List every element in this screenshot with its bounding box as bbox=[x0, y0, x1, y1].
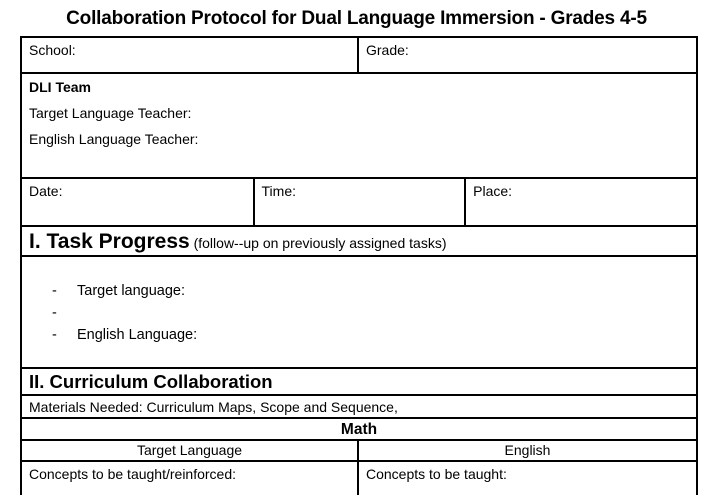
task-progress-notes-cell[interactable] bbox=[22, 257, 696, 367]
curriculum-heading-cell bbox=[22, 369, 696, 394]
bullet-dash: - bbox=[52, 283, 57, 299]
task-progress-heading-cell bbox=[22, 227, 696, 255]
section1-note: (follow--up on previously assigned tasks) bbox=[193, 235, 447, 251]
target-language-column-header: Target Language bbox=[22, 441, 359, 460]
bullet-dash: - bbox=[52, 327, 57, 343]
document-title: Collaboration Protocol for Dual Language Immersion - Grades 4-5 bbox=[66, 8, 647, 29]
english-column-header: English bbox=[504, 442, 551, 458]
protocol-table bbox=[20, 36, 698, 495]
target-language-teacher-label: Target Language Teacher: bbox=[29, 105, 192, 121]
bullet-line-english-language bbox=[29, 324, 689, 346]
school-label: School: bbox=[29, 42, 76, 58]
bullet-line-target-language bbox=[29, 280, 689, 302]
school-grade-row bbox=[22, 38, 696, 74]
time-field-cell[interactable] bbox=[255, 179, 467, 225]
school-field-cell[interactable] bbox=[22, 38, 359, 72]
task-progress-heading-row bbox=[22, 227, 696, 257]
concepts-right-label: Concepts to be taught: bbox=[366, 466, 507, 482]
concepts-right-cell[interactable] bbox=[359, 462, 696, 495]
place-field-cell[interactable] bbox=[466, 179, 696, 225]
column-header-row bbox=[22, 441, 696, 462]
date-time-place-row bbox=[22, 179, 696, 227]
date-field-cell[interactable] bbox=[22, 179, 255, 225]
subject-row bbox=[22, 419, 696, 441]
concepts-left-label: Concepts to be taught/reinforced: bbox=[29, 466, 237, 482]
date-label: Date: bbox=[29, 183, 63, 199]
time-label: Time: bbox=[261, 183, 296, 199]
materials-row bbox=[22, 396, 696, 419]
subject-label: Math bbox=[340, 421, 378, 438]
curriculum-heading-row bbox=[22, 369, 696, 396]
concepts-left-cell[interactable] bbox=[22, 462, 359, 495]
task-progress-notes-row bbox=[22, 257, 696, 369]
bullet-label-english-language: English Language: bbox=[77, 327, 198, 343]
concepts-row bbox=[22, 462, 696, 495]
english-language-teacher-label: English Language Teacher: bbox=[29, 131, 199, 147]
bullet-dash: - bbox=[52, 305, 57, 321]
section1-heading: I. Task Progress bbox=[29, 230, 190, 253]
grade-label: Grade: bbox=[366, 42, 409, 58]
section2-heading: II. Curriculum Collaboration bbox=[29, 371, 273, 392]
materials-cell[interactable] bbox=[22, 396, 696, 417]
materials-label: Materials Needed: Curriculum Maps, Scope and Sequence, bbox=[29, 399, 398, 415]
place-label: Place: bbox=[473, 183, 513, 199]
bullet-label-target-language: Target language: bbox=[77, 283, 186, 299]
dli-team-label: DLI Team bbox=[29, 79, 91, 95]
grade-field-cell[interactable] bbox=[359, 38, 696, 72]
dli-team-row bbox=[22, 74, 696, 179]
bullet-line-empty bbox=[29, 302, 689, 324]
dli-team-cell[interactable] bbox=[22, 74, 696, 177]
